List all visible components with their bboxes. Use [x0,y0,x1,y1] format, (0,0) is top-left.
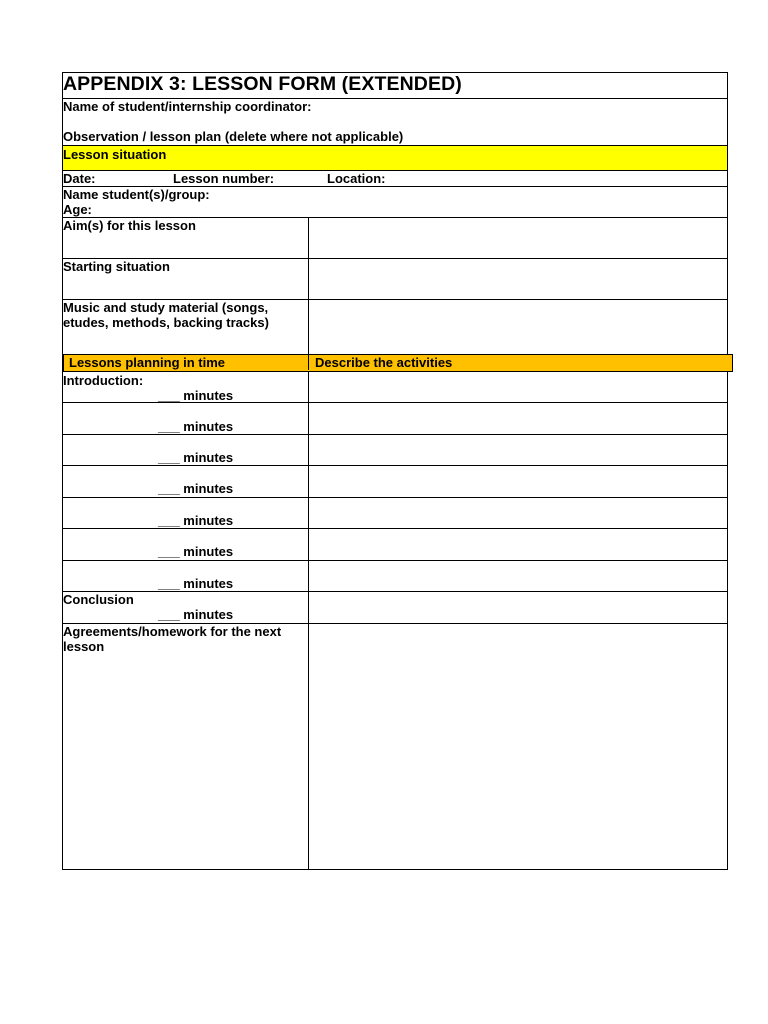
form-title: APPENDIX 3: LESSON FORM (EXTENDED) [63,73,462,95]
lesson-form [62,72,728,870]
coordinator-row[interactable] [63,99,727,145]
introduction-label: Introduction: [63,373,144,388]
time-row [63,498,727,529]
date-label: Date: [63,171,96,186]
lesson-situation-bar [63,145,727,171]
aims-label: Aim(s) for this lesson [63,218,196,233]
material-input-cell[interactable] [309,300,727,354]
date-row[interactable] [63,171,727,187]
lesson-situation-label: Lesson situation [63,147,167,162]
minutes-label: ___ minutes [158,481,234,496]
agreements-label-line1: Agreements/homework for the next [63,624,282,639]
aims-row [63,218,727,259]
aims-input-cell[interactable] [309,218,727,258]
column-divider [308,355,309,370]
activity-input-cell[interactable] [309,592,727,623]
material-row [63,300,727,354]
minutes-label: ___ minutes [158,419,234,434]
starting-row [63,259,727,300]
activity-input-cell[interactable] [309,529,727,560]
activity-input-cell[interactable] [309,435,727,465]
minutes-label: ___ minutes [158,513,234,528]
material-label-line1: Music and study material (songs, [63,300,269,315]
age-label: Age: [63,202,92,217]
agreements-input-cell[interactable] [309,624,727,869]
activity-input-cell[interactable] [309,561,727,591]
minutes-label: ___ minutes [158,388,234,403]
material-label-line2: etudes, methods, backing tracks) [63,315,269,330]
time-row [63,561,727,592]
time-row [63,466,727,498]
activity-input-cell[interactable] [309,498,727,528]
coordinator-label: Name of student/internship coordinator: [63,99,312,114]
conclusion-row [63,592,727,624]
agreements-row [63,624,727,869]
minutes-label: ___ minutes [158,450,234,465]
activity-input-cell[interactable] [309,372,727,402]
time-row [63,435,727,466]
planning-header-row [63,354,733,372]
name-students-label: Name student(s)/group: [63,187,210,202]
minutes-label: ___ minutes [158,607,234,622]
starting-label: Starting situation [63,259,170,274]
conclusion-label: Conclusion [63,592,134,607]
activity-input-cell[interactable] [309,403,727,434]
agreements-label-line2: lesson [63,639,105,654]
minutes-label: ___ minutes [158,544,234,559]
location-label: Location: [327,171,386,186]
activities-header: Describe the activities [315,355,453,370]
minutes-label: ___ minutes [158,576,234,591]
introduction-row [63,372,727,403]
lesson-number-label: Lesson number: [173,171,275,186]
planning-header: Lessons planning in time [69,355,226,370]
activity-input-cell[interactable] [309,466,727,497]
title-row [63,73,727,99]
time-row [63,403,727,435]
starting-input-cell[interactable] [309,259,727,299]
observation-label: Observation / lesson plan (delete where not applicable) [63,129,404,144]
time-row [63,529,727,561]
students-row[interactable] [63,187,727,218]
